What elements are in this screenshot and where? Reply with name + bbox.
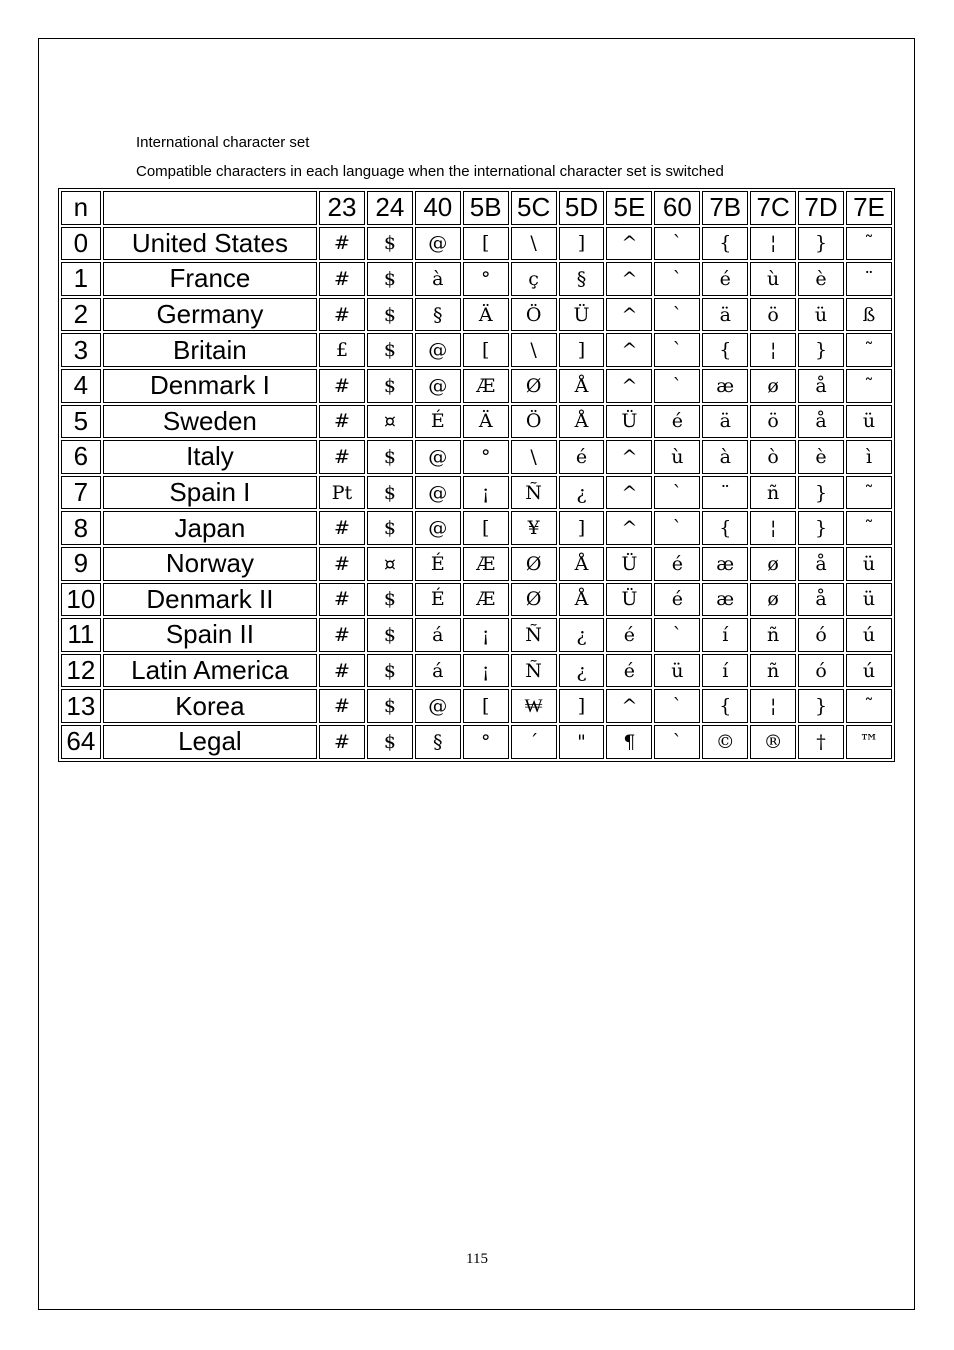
character-cell: É <box>415 405 461 439</box>
code-header: 60 <box>654 191 700 225</box>
character-cell: } <box>798 333 844 367</box>
character-cell: $ <box>367 725 413 759</box>
table-body <box>61 227 892 759</box>
n-header: n <box>61 191 101 225</box>
character-cell: ø <box>750 547 796 581</box>
character-cell: ™ <box>846 725 892 759</box>
character-cell: ñ <box>750 618 796 652</box>
character-cell: é <box>654 583 700 617</box>
character-cell: ¶ <box>606 725 652 759</box>
country-name: Latin America <box>103 654 317 688</box>
character-cell: ` <box>654 689 700 723</box>
character-cell: ó <box>798 618 844 652</box>
character-cell: [ <box>463 333 509 367</box>
table-row <box>61 333 892 367</box>
code-header: 5C <box>511 191 557 225</box>
row-number: 13 <box>61 689 101 723</box>
code-header: 7D <box>798 191 844 225</box>
character-cell: ó <box>798 654 844 688</box>
character-cell: $ <box>367 618 413 652</box>
code-header: 5B <box>463 191 509 225</box>
character-cell: ] <box>559 333 605 367</box>
character-cell: # <box>319 405 365 439</box>
character-cell: @ <box>415 333 461 367</box>
character-cell: ñ <box>750 476 796 510</box>
row-number: 3 <box>61 333 101 367</box>
code-header: 5E <box>606 191 652 225</box>
character-cell: © <box>702 725 748 759</box>
country-name: United States <box>103 227 317 261</box>
row-number: 12 <box>61 654 101 688</box>
character-cell: @ <box>415 476 461 510</box>
character-cell: # <box>319 262 365 296</box>
table-row <box>61 298 892 332</box>
character-cell: è <box>798 440 844 474</box>
character-cell: $ <box>367 298 413 332</box>
character-cell: ù <box>654 440 700 474</box>
code-header: 24 <box>367 191 413 225</box>
character-cell: ò <box>750 440 796 474</box>
character-cell: ` <box>654 262 700 296</box>
character-cell: ú <box>846 654 892 688</box>
character-cell: ü <box>798 298 844 332</box>
character-cell: ¦ <box>750 689 796 723</box>
character-cell: # <box>319 654 365 688</box>
table-row <box>61 618 892 652</box>
character-cell: [ <box>463 689 509 723</box>
character-cell: Ä <box>463 405 509 439</box>
character-cell: ` <box>654 369 700 403</box>
row-number: 10 <box>61 583 101 617</box>
character-cell: # <box>319 440 365 474</box>
table-row <box>61 654 892 688</box>
character-cell: Ñ <box>511 618 557 652</box>
character-cell: ® <box>750 725 796 759</box>
table-row <box>61 547 892 581</box>
row-number: 1 <box>61 262 101 296</box>
character-cell: ] <box>559 511 605 545</box>
character-cell: † <box>798 725 844 759</box>
character-cell: ^ <box>606 262 652 296</box>
country-name: Sweden <box>103 405 317 439</box>
table-row <box>61 440 892 474</box>
table-row <box>61 689 892 723</box>
character-cell: Å <box>559 583 605 617</box>
row-number: 4 <box>61 369 101 403</box>
country-name: Denmark II <box>103 583 317 617</box>
character-cell: å <box>798 547 844 581</box>
character-cell: å <box>798 369 844 403</box>
character-cell: Pt <box>319 476 365 510</box>
character-cell: { <box>702 511 748 545</box>
character-cell: à <box>702 440 748 474</box>
character-cell: Ü <box>559 298 605 332</box>
character-cell: ^ <box>606 689 652 723</box>
character-cell: ¦ <box>750 227 796 261</box>
code-header: 7B <box>702 191 748 225</box>
character-cell: Ü <box>606 547 652 581</box>
country-name: Germany <box>103 298 317 332</box>
character-cell: ^ <box>606 227 652 261</box>
character-cell: æ <box>702 369 748 403</box>
character-cell: æ <box>702 583 748 617</box>
character-cell: ¦ <box>750 511 796 545</box>
character-cell: ˜ <box>846 227 892 261</box>
character-cell: ¥ <box>511 511 557 545</box>
character-cell: É <box>415 583 461 617</box>
character-cell: $ <box>367 262 413 296</box>
character-cell: ˜ <box>846 369 892 403</box>
character-cell: æ <box>702 547 748 581</box>
character-cell: ñ <box>750 654 796 688</box>
character-cell: ¨ <box>702 476 748 510</box>
character-cell: ü <box>846 547 892 581</box>
character-cell: \ <box>511 440 557 474</box>
character-cell: ` <box>654 511 700 545</box>
country-name: Korea <box>103 689 317 723</box>
character-cell: ° <box>463 262 509 296</box>
character-cell: ` <box>654 476 700 510</box>
row-number: 2 <box>61 298 101 332</box>
character-cell: } <box>798 689 844 723</box>
character-cell: ü <box>846 583 892 617</box>
table-row <box>61 262 892 296</box>
character-cell: í <box>702 618 748 652</box>
character-cell: é <box>654 405 700 439</box>
character-cell: Æ <box>463 547 509 581</box>
character-cell: @ <box>415 227 461 261</box>
table-row <box>61 583 892 617</box>
character-cell: Ü <box>606 583 652 617</box>
character-cell: £ <box>319 333 365 367</box>
character-cell: é <box>654 547 700 581</box>
character-cell: ¿ <box>559 654 605 688</box>
character-cell: ö <box>750 405 796 439</box>
code-header: 5D <box>559 191 605 225</box>
character-cell: Ø <box>511 583 557 617</box>
character-cell: ` <box>654 618 700 652</box>
character-cell: ^ <box>606 298 652 332</box>
table-row <box>61 725 892 759</box>
table-row <box>61 511 892 545</box>
character-cell: { <box>702 333 748 367</box>
character-cell: Ö <box>511 298 557 332</box>
character-cell: @ <box>415 689 461 723</box>
character-cell: Å <box>559 405 605 439</box>
character-cell: ₩ <box>511 689 557 723</box>
character-cell: ^ <box>606 476 652 510</box>
character-cell: { <box>702 227 748 261</box>
character-cell: } <box>798 476 844 510</box>
character-cell: ˜ <box>846 689 892 723</box>
character-cell: Å <box>559 547 605 581</box>
character-cell: ` <box>654 298 700 332</box>
character-cell: ¡ <box>463 654 509 688</box>
character-cell: ] <box>559 227 605 261</box>
character-cell: \ <box>511 227 557 261</box>
table-row <box>61 476 892 510</box>
character-cell: Ø <box>511 369 557 403</box>
character-cell: Æ <box>463 583 509 617</box>
character-cell: § <box>415 298 461 332</box>
character-cell: # <box>319 725 365 759</box>
character-cell: $ <box>367 654 413 688</box>
character-cell: # <box>319 369 365 403</box>
character-cell: ˜ <box>846 333 892 367</box>
character-cell: # <box>319 227 365 261</box>
character-cell: ¤ <box>367 547 413 581</box>
table-row <box>61 405 892 439</box>
country-name: Spain II <box>103 618 317 652</box>
character-cell: \ <box>511 333 557 367</box>
character-cell: ù <box>750 262 796 296</box>
character-cell: ç <box>511 262 557 296</box>
character-cell: ü <box>846 405 892 439</box>
character-cell: # <box>319 618 365 652</box>
row-number: 8 <box>61 511 101 545</box>
character-cell: ø <box>750 369 796 403</box>
table-row <box>61 369 892 403</box>
character-cell: # <box>319 547 365 581</box>
character-cell: ä <box>702 298 748 332</box>
character-cell: à <box>415 262 461 296</box>
character-cell: Æ <box>463 369 509 403</box>
character-cell: @ <box>415 511 461 545</box>
code-header: 7E <box>846 191 892 225</box>
character-cell: @ <box>415 369 461 403</box>
country-name: Legal <box>103 725 317 759</box>
character-cell: ° <box>463 440 509 474</box>
character-cell: @ <box>415 440 461 474</box>
character-cell: ¿ <box>559 476 605 510</box>
character-cell: Ñ <box>511 476 557 510</box>
character-cell: ´ <box>511 725 557 759</box>
character-cell: ˜ <box>846 476 892 510</box>
code-header: 40 <box>415 191 461 225</box>
character-cell: å <box>798 405 844 439</box>
character-cell: ö <box>750 298 796 332</box>
country-header <box>103 191 317 225</box>
character-cell: § <box>559 262 605 296</box>
character-cell: $ <box>367 440 413 474</box>
character-cell: " <box>559 725 605 759</box>
character-cell: é <box>606 618 652 652</box>
character-cell: É <box>415 547 461 581</box>
row-number: 6 <box>61 440 101 474</box>
character-cell: ¦ <box>750 333 796 367</box>
character-cell: [ <box>463 511 509 545</box>
character-cell: } <box>798 227 844 261</box>
character-cell: Å <box>559 369 605 403</box>
character-cell: ^ <box>606 333 652 367</box>
character-cell: é <box>606 654 652 688</box>
country-name: Denmark I <box>103 369 317 403</box>
character-cell: ^ <box>606 511 652 545</box>
section-subtitle: Compatible characters in each language when the international character set is switched <box>136 163 724 180</box>
country-name: Norway <box>103 547 317 581</box>
character-cell: { <box>702 689 748 723</box>
character-cell: $ <box>367 227 413 261</box>
character-cell: ] <box>559 689 605 723</box>
character-cell: ¡ <box>463 476 509 510</box>
character-cell: $ <box>367 511 413 545</box>
country-name: Britain <box>103 333 317 367</box>
character-cell: á <box>415 618 461 652</box>
character-cell: ø <box>750 583 796 617</box>
character-cell: ä <box>702 405 748 439</box>
character-cell: á <box>415 654 461 688</box>
row-number: 9 <box>61 547 101 581</box>
character-set-table <box>58 188 895 762</box>
character-cell: # <box>319 689 365 723</box>
character-cell: Ü <box>606 405 652 439</box>
character-cell: } <box>798 511 844 545</box>
character-cell: $ <box>367 333 413 367</box>
character-cell: ¤ <box>367 405 413 439</box>
row-number: 5 <box>61 405 101 439</box>
country-name: France <box>103 262 317 296</box>
code-header: 7C <box>750 191 796 225</box>
character-cell: § <box>415 725 461 759</box>
character-cell: é <box>559 440 605 474</box>
page-number: 115 <box>466 1251 488 1267</box>
row-number: 11 <box>61 618 101 652</box>
country-name: Spain I <box>103 476 317 510</box>
character-cell: [ <box>463 227 509 261</box>
character-cell: Ñ <box>511 654 557 688</box>
character-cell: Ö <box>511 405 557 439</box>
character-cell: ^ <box>606 440 652 474</box>
character-cell: ` <box>654 725 700 759</box>
character-cell: í <box>702 654 748 688</box>
country-name: Japan <box>103 511 317 545</box>
character-cell: $ <box>367 583 413 617</box>
character-cell: ¡ <box>463 618 509 652</box>
character-cell: $ <box>367 476 413 510</box>
row-number: 64 <box>61 725 101 759</box>
character-cell: ¿ <box>559 618 605 652</box>
code-header: 23 <box>319 191 365 225</box>
character-cell: ˜ <box>846 511 892 545</box>
character-cell: å <box>798 583 844 617</box>
character-cell: ß <box>846 298 892 332</box>
character-cell: ü <box>654 654 700 688</box>
character-cell: ú <box>846 618 892 652</box>
country-name: Italy <box>103 440 317 474</box>
header-row <box>61 191 892 225</box>
row-number: 0 <box>61 227 101 261</box>
character-cell: ` <box>654 333 700 367</box>
table-row <box>61 227 892 261</box>
character-cell: Ä <box>463 298 509 332</box>
character-cell: é <box>702 262 748 296</box>
character-cell: # <box>319 583 365 617</box>
character-cell: ° <box>463 725 509 759</box>
character-cell: Ø <box>511 547 557 581</box>
section-title: International character set <box>136 134 310 151</box>
character-cell: ¨ <box>846 262 892 296</box>
character-cell: ì <box>846 440 892 474</box>
character-cell: ` <box>654 227 700 261</box>
character-cell: $ <box>367 369 413 403</box>
character-cell: # <box>319 298 365 332</box>
character-cell: ^ <box>606 369 652 403</box>
character-cell: è <box>798 262 844 296</box>
character-cell: # <box>319 511 365 545</box>
row-number: 7 <box>61 476 101 510</box>
character-cell: $ <box>367 689 413 723</box>
